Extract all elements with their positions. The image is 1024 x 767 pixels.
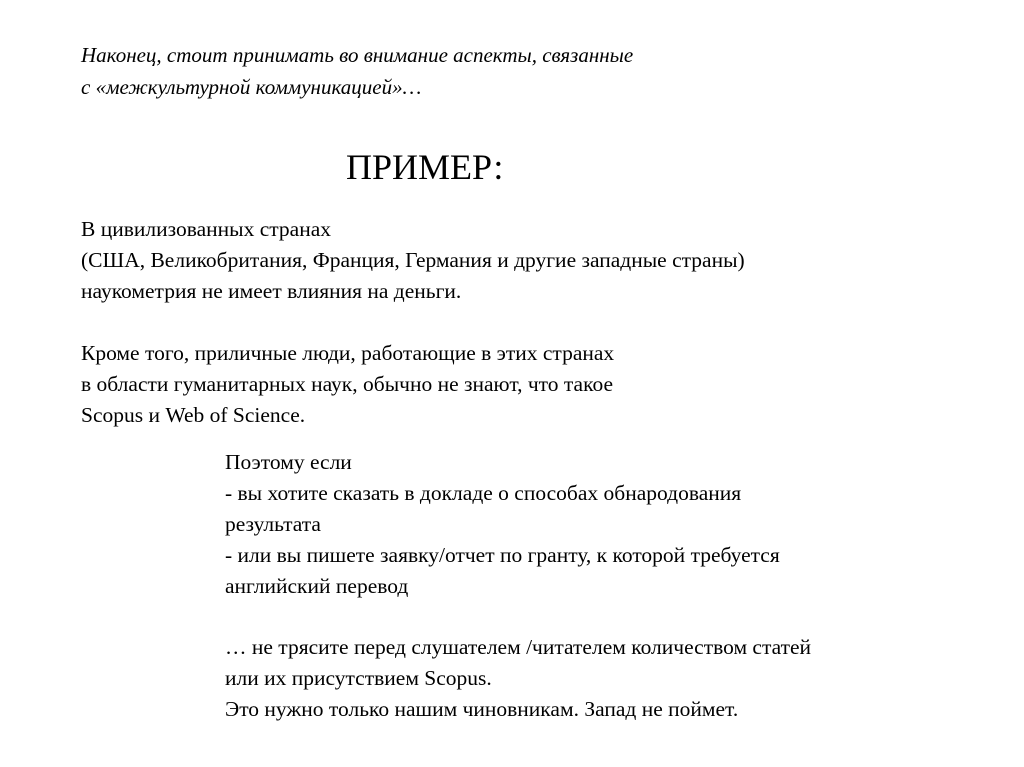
- slide-heading: ПРИМЕР:: [346, 147, 504, 187]
- intro-line-1: Наконец, стоит принимать во внимание аспекты, связанные: [81, 43, 634, 67]
- paragraph-1-line-1: В цивилизованных странах: [81, 217, 332, 241]
- intro-line-2: с «межкультурной коммуникацией»…: [81, 75, 422, 99]
- paragraph-4-line-2: или их присутствием Scopus.: [225, 666, 492, 690]
- paragraph-2-line-2: в области гуманитарных наук, обычно не знают, что такое: [81, 372, 614, 396]
- paragraph-2-line-1: Кроме того, приличные люди, работающие в этих странах: [81, 341, 615, 365]
- paragraph-3-line-1: Поэтому если: [225, 450, 352, 474]
- paragraph-1-line-2: (США, Великобритания, Франция, Германия и другие западные страны): [81, 248, 745, 272]
- paragraph-3-line-2: - вы хотите сказать в докладе о способах обнародования: [225, 481, 742, 505]
- paragraph-3-line-4: - или вы пишете заявку/отчет по гранту, к которой требуется: [225, 543, 780, 567]
- paragraph-4-line-1: … не трясите перед слушателем /читателем количеством статей: [225, 635, 812, 659]
- paragraph-4-line-3: Это нужно только нашим чиновникам. Запад не поймет.: [225, 697, 739, 721]
- paragraph-1-line-3: наукометрия не имеет влияния на деньги.: [81, 279, 462, 303]
- paragraph-3-line-3: результата: [225, 512, 321, 536]
- paragraph-2-line-3: Scopus и Web of Science.: [81, 403, 306, 427]
- paragraph-3-line-5: английский перевод: [225, 574, 409, 598]
